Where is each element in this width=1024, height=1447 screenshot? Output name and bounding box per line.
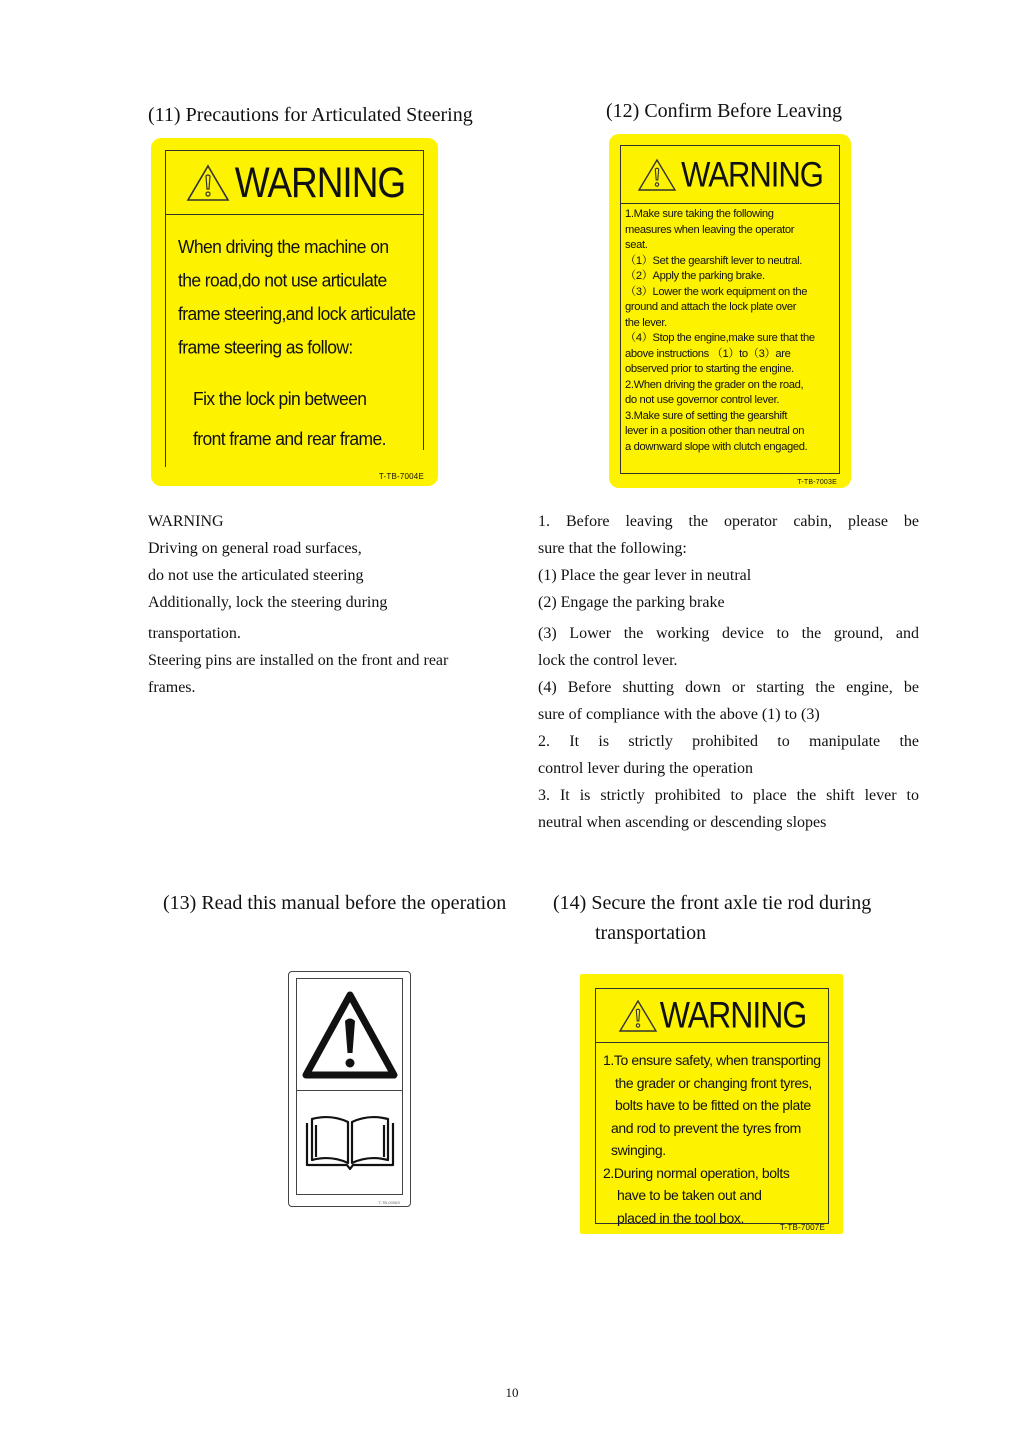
sign-heading: WARNING xyxy=(234,158,406,206)
sign-body xyxy=(621,204,839,455)
sign-code: T-TB-7004E xyxy=(378,472,424,481)
sign-line: the lever. xyxy=(625,316,667,329)
warning-triangle-icon xyxy=(185,163,231,203)
sign-header xyxy=(621,146,839,204)
sign-line: a downward slope with clutch engaged. xyxy=(625,440,808,453)
description-line: do not use the articulated steering xyxy=(148,567,364,584)
sign-line: （3）Lower the work equipment on the xyxy=(625,285,808,298)
section-11-description xyxy=(148,508,498,701)
sign-body xyxy=(166,215,424,459)
sign-right-line xyxy=(423,150,424,450)
open-book-icon xyxy=(297,1091,402,1194)
description-line: neutral when ascending or descending slopes xyxy=(538,814,827,831)
sign-line: 2.During normal operation, bolts xyxy=(603,1164,790,1181)
sign-line: do not use governor control lever. xyxy=(625,394,780,406)
tie-rod-warning-sign xyxy=(580,974,843,1234)
sign-line: swinging. xyxy=(611,1142,666,1158)
sign-line: bolts have to be fitted on the plate xyxy=(615,1097,811,1113)
read-manual-pictogram xyxy=(288,971,411,1207)
section-14-title: (14) Secure the front axle tie rod during xyxy=(553,892,872,914)
description-line: (4) Before shutting down or starting the engine, be xyxy=(538,679,919,696)
description-line: 3. It is strictly prohibited to place the shift lever to xyxy=(538,787,919,804)
description-line: WARNING xyxy=(148,513,224,530)
pictogram-code: T-TB-0006S xyxy=(378,1200,400,1205)
description-line: Additionally, lock the steering during xyxy=(148,594,388,611)
sign-body xyxy=(596,1043,828,1229)
sign-code: T-TB-7007E xyxy=(779,1223,825,1232)
description-line: sure that the following: xyxy=(538,540,687,557)
sign-line: （4）Stop the engine,make sure that the xyxy=(625,332,815,344)
sign-line: placed in the tool box. xyxy=(617,1209,745,1226)
sign-line: 1.Make sure taking the following xyxy=(625,208,774,220)
sign-border xyxy=(620,145,840,474)
sign-line: ground and attach the lock plate over xyxy=(625,301,797,313)
description-line: (2) Engage the parking brake xyxy=(538,594,725,611)
sign-line: lever in a position other than neutral on xyxy=(625,425,805,437)
sign-line: 1.To ensure safety, when transporting xyxy=(603,1052,821,1068)
sign-sub-block xyxy=(178,379,424,459)
sign-line: the grader or changing front tyres, xyxy=(615,1074,812,1091)
sign-line: frame steering,and lock articulate xyxy=(178,303,416,325)
warning-triangle-icon xyxy=(637,158,677,192)
sign-header xyxy=(596,989,828,1043)
sign-line: （1）Set the gearshift lever to neutral. xyxy=(625,254,802,267)
section-11-title: (11) Precautions for Articulated Steering xyxy=(148,104,473,126)
description-line: transportation. xyxy=(148,625,241,642)
section-12-title: (12) Confirm Before Leaving xyxy=(606,100,843,122)
sign-border xyxy=(595,988,829,1224)
description-line: (3) Lower the working device to the ground, and xyxy=(538,625,919,642)
sign-line: measures when leaving the operator xyxy=(625,223,795,236)
section-13-title: (13) Read this manual before the operation xyxy=(163,892,507,914)
sign-line: and rod to prevent the tyres from xyxy=(611,1119,801,1136)
description-line: 2. It is strictly prohibited to manipulate the xyxy=(538,733,919,750)
description-line: frames. xyxy=(148,679,196,696)
sign-line: （2）Apply the parking brake. xyxy=(625,270,765,282)
description-line: Steering pins are installed on the front and rear xyxy=(148,652,449,669)
description-line: sure of compliance with the above (1) to (3) xyxy=(538,706,820,723)
sign-line: When driving the machine on xyxy=(178,236,389,257)
page-number: 10 xyxy=(505,1385,519,1400)
description-line: 1. Before leaving the operator cabin, please be xyxy=(538,513,919,530)
sign-line: observed prior to starting the engine. xyxy=(625,363,794,375)
description-line: (1) Place the gear lever in neutral xyxy=(538,567,752,584)
warning-triangle-icon xyxy=(618,999,658,1033)
sign-line: seat. xyxy=(625,239,648,251)
sign-line: frame steering as follow: xyxy=(178,336,353,358)
description-line: lock the control lever. xyxy=(538,652,678,669)
pictogram-frame xyxy=(296,978,403,1195)
articulated-steering-warning-sign xyxy=(151,138,438,486)
sign-header xyxy=(166,151,424,215)
sign-line: 3.Make sure of setting the gearshift xyxy=(625,409,788,422)
sign-line: the road,do not use articulate xyxy=(178,269,387,291)
description-line: control lever during the operation xyxy=(538,760,754,777)
confirm-before-leaving-warning-sign xyxy=(609,134,851,488)
sign-line: above instructions （1）to（3）are xyxy=(625,347,791,360)
description-line: Driving on general road surfaces, xyxy=(148,540,362,557)
warning-exclamation-triangle-icon xyxy=(297,979,402,1090)
section-14-title-continued: transportation xyxy=(595,922,707,944)
sign-line: have to be taken out and xyxy=(617,1187,762,1203)
section-12-description xyxy=(538,508,919,836)
sign-border xyxy=(165,150,424,467)
sign-sub-line: Fix the lock pin between xyxy=(193,388,367,410)
sign-line: 2.When driving the grader on the road, xyxy=(625,378,804,391)
sign-code: T-TB-7003E xyxy=(797,479,837,486)
sign-heading: WARNING xyxy=(681,153,823,195)
sign-heading: WARNING xyxy=(659,994,807,1036)
sign-sub-line: front frame and rear frame. xyxy=(193,428,386,450)
